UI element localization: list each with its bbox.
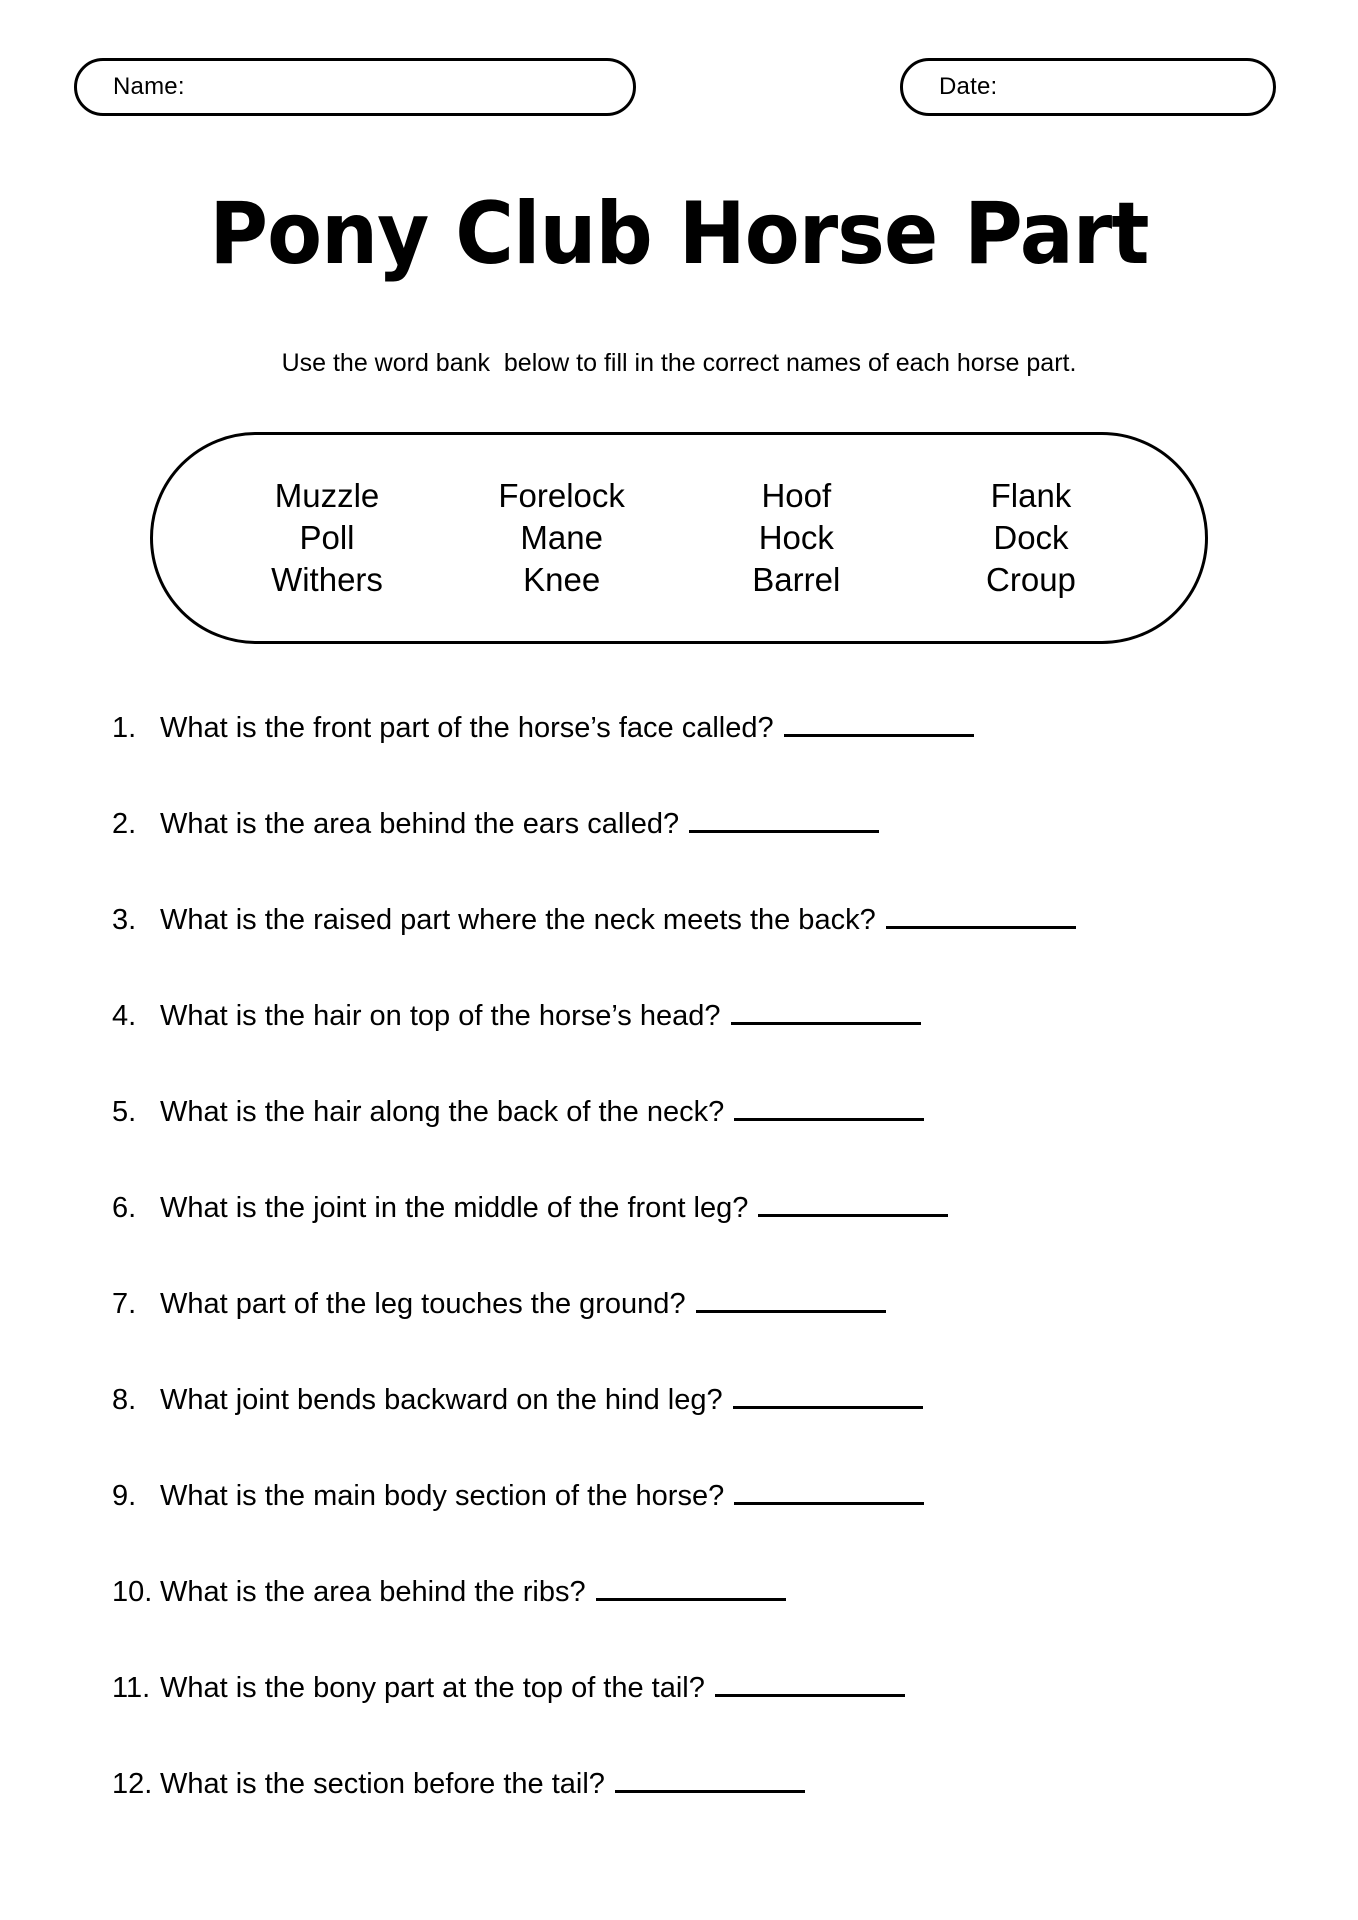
word-bank-word: Hoof xyxy=(761,477,832,514)
word-bank-word: Knee xyxy=(523,561,601,598)
question-text: What part of the leg touches the ground? xyxy=(160,1288,686,1320)
word-bank-word: Withers xyxy=(271,561,383,598)
question-row xyxy=(112,1384,1292,1480)
word-bank-word: Dock xyxy=(993,519,1069,556)
name-field[interactable] xyxy=(74,58,636,116)
word-bank-word: Poll xyxy=(299,519,355,556)
word-bank-word: Forelock xyxy=(498,477,625,514)
question-number: 11. xyxy=(112,1672,151,1704)
question-number: 1. xyxy=(112,712,137,744)
answer-blank[interactable] xyxy=(715,1672,905,1697)
question-text: What is the area behind the ears called? xyxy=(160,808,680,840)
question-text: What joint bends backward on the hind leg? xyxy=(160,1384,723,1416)
word-bank-word: Barrel xyxy=(752,561,841,598)
word-bank-word: Croup xyxy=(986,561,1076,598)
name-label: Name: xyxy=(113,73,185,100)
word-bank-word: Hock xyxy=(758,519,834,556)
answer-blank[interactable] xyxy=(886,904,1076,929)
page-title: Pony Club Horse Part xyxy=(209,184,1149,284)
date-field[interactable] xyxy=(900,58,1276,116)
word-bank-columns xyxy=(153,475,1205,601)
question-row xyxy=(112,1480,1292,1576)
answer-blank[interactable] xyxy=(689,808,879,833)
question-text: What is the hair on top of the horse’s head? xyxy=(160,1000,721,1032)
question-number: 8. xyxy=(112,1384,137,1416)
answer-blank[interactable] xyxy=(596,1576,786,1601)
question-text: What is the main body section of the horse? xyxy=(160,1480,725,1512)
question-text: What is the hair along the back of the neck? xyxy=(160,1096,725,1128)
word-bank-word: Mane xyxy=(520,519,603,556)
question-row xyxy=(112,712,1292,808)
word-bank-column xyxy=(941,475,1121,601)
question-text: What is the raised part where the neck meets the back? xyxy=(160,904,876,936)
word-bank-word: Flank xyxy=(990,477,1072,514)
question-number: 12. xyxy=(112,1768,153,1800)
word-bank-column xyxy=(706,475,886,601)
instructions-text: Use the word bank below to fill in the correct names of each horse part. xyxy=(281,349,1077,377)
answer-blank[interactable] xyxy=(758,1192,948,1217)
question-row xyxy=(112,1096,1292,1192)
question-row xyxy=(112,808,1292,904)
question-text: What is the front part of the horse’s face called? xyxy=(160,712,774,744)
word-bank xyxy=(150,432,1208,644)
word-bank-word: Muzzle xyxy=(274,477,380,514)
header-row xyxy=(0,58,1358,120)
question-number: 6. xyxy=(112,1192,137,1224)
questions-list xyxy=(112,712,1292,1864)
question-row xyxy=(112,1000,1292,1096)
question-text: What is the joint in the middle of the front leg? xyxy=(160,1192,749,1224)
answer-blank[interactable] xyxy=(731,1000,921,1025)
question-row xyxy=(112,1768,1292,1864)
question-row xyxy=(112,1672,1292,1768)
date-label: Date: xyxy=(939,73,998,100)
word-bank-column xyxy=(237,475,417,601)
answer-blank[interactable] xyxy=(734,1096,924,1121)
question-text: What is the area behind the ribs? xyxy=(160,1576,586,1608)
question-number: 9. xyxy=(112,1480,137,1512)
answer-blank[interactable] xyxy=(733,1384,923,1409)
question-number: 2. xyxy=(112,808,137,840)
question-number: 5. xyxy=(112,1096,137,1128)
question-text: What is the section before the tail? xyxy=(160,1768,605,1800)
question-row xyxy=(112,1192,1292,1288)
answer-blank[interactable] xyxy=(784,712,974,737)
question-number: 4. xyxy=(112,1000,137,1032)
answer-blank[interactable] xyxy=(696,1288,886,1313)
question-row xyxy=(112,904,1292,1000)
answer-blank[interactable] xyxy=(615,1768,805,1793)
question-row xyxy=(112,1288,1292,1384)
question-number: 7. xyxy=(112,1288,137,1320)
question-text: What is the bony part at the top of the tail? xyxy=(160,1672,705,1704)
question-row xyxy=(112,1576,1292,1672)
question-number: 10. xyxy=(112,1576,153,1608)
answer-blank[interactable] xyxy=(734,1480,924,1505)
question-number: 3. xyxy=(112,904,137,936)
word-bank-column xyxy=(472,475,652,601)
